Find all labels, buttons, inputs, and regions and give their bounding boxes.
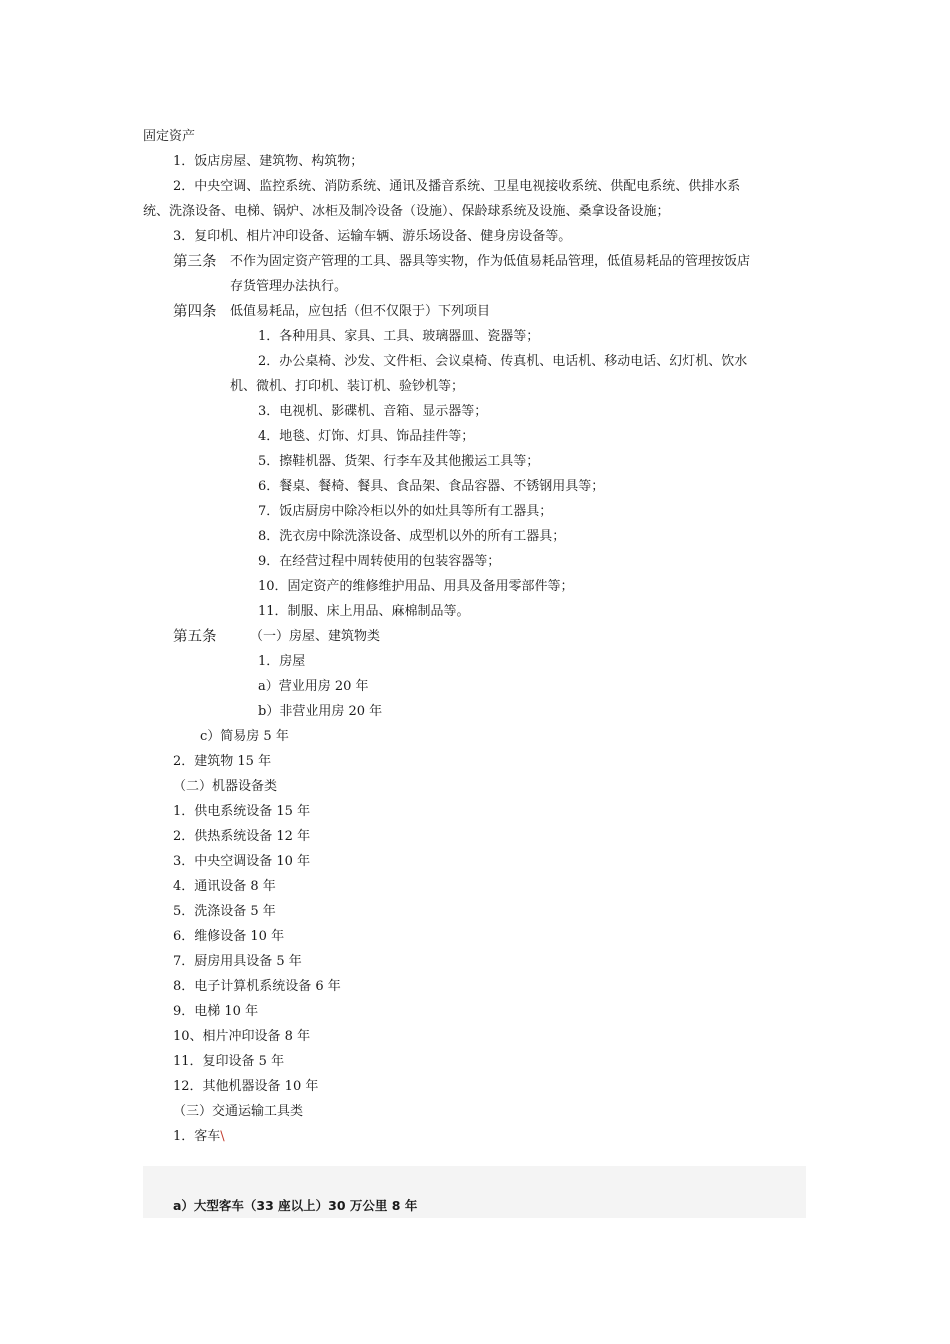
article-4-item: 1．各种用具、家具、工具、玻璃器皿、瓷器等； [258,329,540,344]
article-3-text-cont: 存货管理办法执行。 [230,279,348,294]
article-5-label: 第五条 [173,629,217,645]
vehicle-item [173,1129,225,1145]
machine-item: 12．其他机器设备 10 年 [173,1079,319,1094]
buildings-subitem: a）营业用房 20 年 [258,679,369,694]
machine-item: 11．复印设备 5 年 [173,1054,285,1069]
machine-item: 2．供热系统设备 12 年 [173,829,311,844]
machine-item: 9．电梯 10 年 [173,1004,259,1019]
machine-item: 1．供电系统设备 15 年 [173,804,311,819]
article-4-item: 9．在经营过程中周转使用的包装容器等； [258,554,501,569]
buildings-subitem: c）简易房 5 年 [200,729,289,744]
vehicle-item-mark: \ [220,1129,225,1144]
article-4-item: 5．擦鞋机器、货架、行李车及其他搬运工具等； [258,454,540,469]
article-4-item: 7．饭店厨房中除冷柜以外的如灶具等所有工器具； [258,504,553,519]
machine-item: 3．中央空调设备 10 年 [173,854,311,869]
article-4-intro: 低值易耗品，应包括（但不仅限于）下列项目 [230,304,491,319]
article-4-item: 2．办公桌椅、沙发、文件柜、会议桌椅、传真机、电话机、移动电话、幻灯机、饮水 [258,354,748,369]
article-4-label: 第四条 [173,304,217,320]
article-4-item: 10．固定资产的维修维护用品、用具及备用零部件等； [258,579,574,594]
buildings-item: 1．房屋 [258,654,306,669]
buildings-subitem: b）非营业用房 20 年 [258,704,383,719]
category-vehicles: （三）交通运输工具类 [173,1104,304,1119]
article-4-item: 3．电视机、影碟机、音箱、显示器等； [258,404,488,419]
article-4-item-cont: 机、微机、打印机、装订机、验钞机等； [230,379,465,394]
article-4-item: 4．地毯、灯饰、灯具、饰品挂件等； [258,429,475,444]
machine-item: 5．洗涤设备 5 年 [173,904,276,919]
machine-item: 4．通讯设备 8 年 [173,879,276,894]
machine-item: 10、相片冲印设备 8 年 [173,1029,311,1044]
category-machines: （二）机器设备类 [173,779,278,794]
article-3-label: 第三条 [173,254,217,270]
article-4-item: 8．洗衣房中除洗涤设备、成型机以外的所有工器具； [258,529,566,544]
section-heading: 固定资产 [143,129,196,144]
buildings-item: 2．建筑物 15 年 [173,754,272,769]
machine-item: 8．电子计算机系统设备 6 年 [173,979,341,994]
vehicle-item-label: 1．客车 [173,1129,221,1144]
article-4-item: 11．制服、床上用品、麻棉制品等。 [258,604,470,619]
category-buildings: （一）房屋、建筑物类 [250,629,381,644]
article-3-text: 不作为固定资产管理的工具、器具等实物，作为低值易耗品管理，低值易耗品的管理按饭店 [230,254,751,269]
article-4-item: 6．餐桌、餐椅、餐具、食品架、食品容器、不锈钢用具等； [258,479,605,494]
fa-item: 1．饭店房屋、建筑物、构筑物； [173,154,364,169]
vehicle-subitem-bus: a）大型客车（33 座以上）30 万公里 8 年 [173,1198,418,1213]
fa-item: 3．复印机、相片冲印设备、运输车辆、游乐场设备、健身房设备等。 [173,229,572,244]
machine-item: 6．维修设备 10 年 [173,929,285,944]
fa-item-cont: 统、洗涤设备、电梯、锅炉、冰柜及制冷设备（设施）、保龄球系统及设施、桑拿设备设施； [143,204,670,219]
machine-item: 7．厨房用具设备 5 年 [173,954,302,969]
fa-item: 2．中央空调、监控系统、消防系统、通讯及播音系统、卫星电视接收系统、供配电系统、供排水系 [173,179,741,194]
